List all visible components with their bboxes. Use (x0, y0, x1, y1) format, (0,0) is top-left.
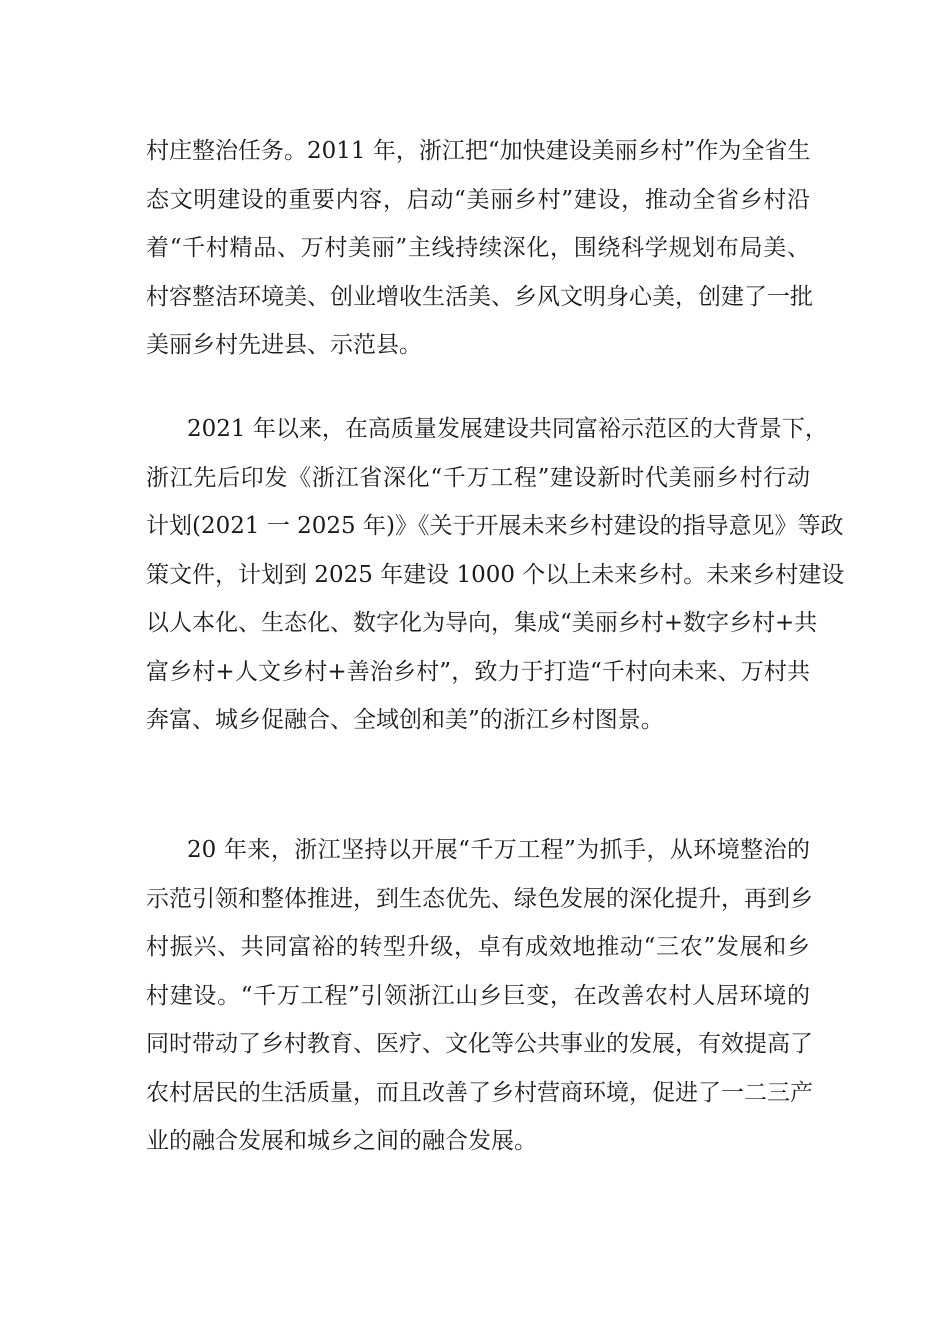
text-line: 村容整洁环境美、创业增收生活美、乡风文明身心美，创建了一批 (146, 283, 813, 310)
text-line: 村振兴、共同富裕的转型升级，卓有成效地推动“三农”发展和乡 (146, 934, 810, 960)
text-line: 村庄整治任务。2011 年，浙江把“加快建设美丽乡村”作为全省生 (146, 138, 811, 164)
text-line: 计划(2021 一 2025 年)》《关于开展未来乡村建设的指导意见》等政 (146, 513, 844, 539)
text-line: 富乡村+人文乡村+善治乡村”，致力于打造“千村向未来、万村共 (146, 658, 810, 685)
text-line: 农村居民的生活质量，而且改善了乡村营商环境，促进了一二三产 (146, 1079, 813, 1106)
text-line: 浙江先后印发《浙江省深化“千万工程”建设新时代美丽乡村行动 (146, 464, 810, 491)
text-line: 村建设。“千万工程”引领浙江山乡巨变，在改善农村人居环境的 (146, 982, 810, 1009)
paragraph-3 (146, 826, 813, 1166)
text-line: 策文件，计划到 2025 年建设 1000 个以上未来乡村。未来乡村建设 (146, 561, 845, 588)
text-line: 以人本化、生态化、数字化为导向，集成“美丽乡村+数字乡村+共 (146, 610, 818, 636)
text-line: 同时带动了乡村教育、医疗、文化等公共事业的发展，有效提高了 (146, 1031, 813, 1057)
text-line: 着“千村精品、万村美丽”主线持续深化，围绕科学规划布局美、 (146, 235, 810, 261)
text-line: 示范引领和整体推进，到生态优先、绿色发展的深化提升，再到乡 (146, 885, 813, 912)
text-line: 奔富、城乡促融合、全域创和美”的浙江乡村图景。 (146, 707, 664, 733)
text-line: 美丽乡村先进县、示范县。 (146, 332, 422, 358)
paragraph-1 (146, 127, 813, 370)
paragraph-2 (146, 405, 845, 745)
text-line: 2021 年以来，在高质量发展建设共同富裕示范区的大背景下， (187, 416, 828, 442)
text-line: 态文明建设的重要内容，启动“美丽乡村”建设，推动全省乡村沿 (146, 186, 810, 213)
text-line: 业的融合发展和城乡之间的融合发展。 (146, 1128, 537, 1154)
text-line: 20 年来，浙江坚持以开展“千万工程”为抓手，从环境整治的 (187, 837, 810, 863)
